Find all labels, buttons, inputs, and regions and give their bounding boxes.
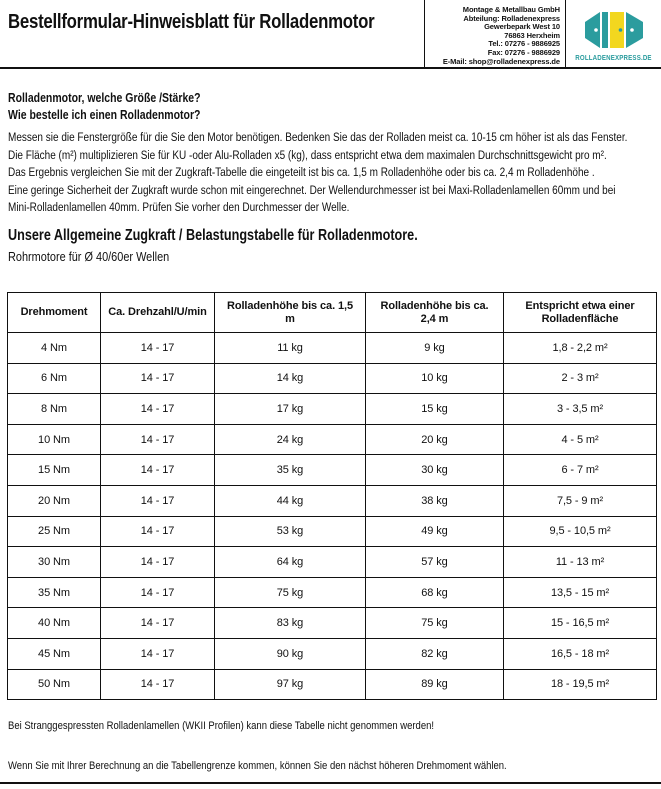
cell-hoehe-1-5m: 97 kg bbox=[215, 669, 366, 700]
cell-flaeche: 15 - 16,5 m² bbox=[504, 608, 657, 639]
cell-drehmoment: 8 Nm bbox=[8, 394, 101, 425]
cell-drehmoment: 50 Nm bbox=[8, 669, 101, 700]
cell-flaeche: 13,5 - 15 m² bbox=[504, 577, 657, 608]
cell-flaeche: 3 - 3,5 m² bbox=[504, 394, 657, 425]
company-city: 76863 Herxheim bbox=[504, 30, 560, 40]
cell-drehmoment: 35 Nm bbox=[8, 577, 101, 608]
company-logo bbox=[566, 0, 661, 67]
table-row bbox=[8, 608, 657, 639]
cell-hoehe-2-4m: 10 kg bbox=[366, 363, 504, 394]
cell-drehzahl: 14 - 17 bbox=[101, 577, 215, 608]
header-hoehe-2-4m: Rolladenhöhe bis ca. 2,4 m bbox=[366, 293, 504, 333]
cell-hoehe-2-4m: 68 kg bbox=[366, 577, 504, 608]
table-row bbox=[8, 455, 657, 486]
cell-hoehe-2-4m: 49 kg bbox=[366, 516, 504, 547]
table-row bbox=[8, 669, 657, 700]
cell-hoehe-2-4m: 30 kg bbox=[366, 455, 504, 486]
table-header-row bbox=[8, 293, 657, 333]
cell-drehzahl: 14 - 17 bbox=[101, 455, 215, 486]
page-title: Bestellformular-Hinweisblatt für Rolladenmotor bbox=[8, 11, 375, 33]
table-row bbox=[8, 394, 657, 425]
header-drehmoment: Drehmoment bbox=[8, 293, 101, 333]
paragraph-line: Das Ergebnis vergleichen Sie mit der Zugkraft-Tabelle die eingeteilt ist bis ca. 1,5 m Rolladenhöhe oder bis ca. 2,4 m Rolladenhöhe . bbox=[8, 165, 595, 180]
cell-hoehe-1-5m: 24 kg bbox=[215, 424, 366, 455]
cell-drehzahl: 14 - 17 bbox=[101, 424, 215, 455]
table-section-header bbox=[8, 227, 527, 264]
cell-drehmoment: 45 Nm bbox=[8, 638, 101, 669]
intro-question-2: Wie bestelle ich einen Rolladenmotor? bbox=[8, 107, 201, 122]
logo-wordmark: ROLLADENEXPRESS.DE bbox=[575, 53, 652, 62]
cell-hoehe-1-5m: 17 kg bbox=[215, 394, 366, 425]
cell-hoehe-2-4m: 9 kg bbox=[366, 333, 504, 364]
company-phone: Tel.: 07276 - 9886925 bbox=[488, 39, 560, 49]
logo-narrow-strip bbox=[602, 12, 608, 48]
paragraph-line: Messen sie die Fenstergröße für die Sie den Motor benötigen. Bedenken Sie das der Rolladen meist ca. 10-15 cm höher ist als das Fenster. bbox=[8, 130, 628, 144]
cell-hoehe-2-4m: 89 kg bbox=[366, 669, 504, 700]
cell-drehmoment: 20 Nm bbox=[8, 485, 101, 516]
cell-drehzahl: 14 - 17 bbox=[101, 669, 215, 700]
cell-drehzahl: 14 - 17 bbox=[101, 608, 215, 639]
cell-drehzahl: 14 - 17 bbox=[101, 394, 215, 425]
table-row bbox=[8, 333, 657, 364]
cell-flaeche: 9,5 - 10,5 m² bbox=[504, 516, 657, 547]
logo-dot-middle bbox=[618, 28, 622, 32]
logo-dot-right bbox=[630, 28, 634, 32]
cell-drehmoment: 4 Nm bbox=[8, 333, 101, 364]
table-body bbox=[8, 333, 657, 700]
cell-hoehe-2-4m: 75 kg bbox=[366, 608, 504, 639]
company-fax: Fax: 07276 - 9886929 bbox=[487, 47, 560, 57]
paragraph-line: Eine geringe Sicherheit der Zugkraft wurde schon mit eingerechnet. Der Wellendurchmesser ist bei Maxi-Rolladenlamellen 60mm und bei bbox=[8, 182, 616, 197]
cell-drehzahl: 14 - 17 bbox=[101, 638, 215, 669]
cell-drehzahl: 14 - 17 bbox=[101, 547, 215, 578]
cell-flaeche: 1,8 - 2,2 m² bbox=[504, 333, 657, 364]
cell-drehmoment: 15 Nm bbox=[8, 455, 101, 486]
header-flaeche: Entspricht etwa einer Rolladenfläche bbox=[504, 293, 657, 333]
cell-hoehe-1-5m: 83 kg bbox=[215, 608, 366, 639]
cell-hoehe-1-5m: 64 kg bbox=[215, 547, 366, 578]
note-next-torque: Wenn Sie mit Ihrer Berechnung an die Tabellengrenze kommen, können Sie den nächst höheren Drehmoment wählen. bbox=[8, 760, 507, 772]
cell-hoehe-1-5m: 35 kg bbox=[215, 455, 366, 486]
cell-drehzahl: 14 - 17 bbox=[101, 516, 215, 547]
company-address-block bbox=[424, 0, 566, 67]
cell-flaeche: 4 - 5 m² bbox=[504, 424, 657, 455]
section-subheading: Rohrmotore für Ø 40/60er Wellen bbox=[8, 249, 170, 264]
table-row bbox=[8, 638, 657, 669]
table-row bbox=[8, 424, 657, 455]
cell-drehmoment: 25 Nm bbox=[8, 516, 101, 547]
cell-hoehe-1-5m: 14 kg bbox=[215, 363, 366, 394]
intro-question-1: Rolladenmotor, welche Größe /Stärke? bbox=[8, 91, 201, 105]
logo-dot-left bbox=[594, 28, 598, 32]
footer-divider bbox=[0, 782, 661, 784]
cell-flaeche: 16,5 - 18 m² bbox=[504, 638, 657, 669]
table-row bbox=[8, 577, 657, 608]
company-street: Gewerbepark West 10 bbox=[484, 22, 560, 32]
cell-hoehe-2-4m: 15 kg bbox=[366, 394, 504, 425]
cell-hoehe-2-4m: 57 kg bbox=[366, 547, 504, 578]
table-row bbox=[8, 547, 657, 578]
company-department: Abteilung: Rolladenexpress bbox=[463, 13, 560, 23]
table-row bbox=[8, 516, 657, 547]
header-divider bbox=[0, 67, 661, 69]
cell-hoehe-2-4m: 82 kg bbox=[366, 638, 504, 669]
shutter-logo-icon bbox=[585, 10, 643, 50]
cell-hoehe-1-5m: 11 kg bbox=[215, 333, 366, 364]
cell-drehzahl: 14 - 17 bbox=[101, 363, 215, 394]
cell-drehmoment: 6 Nm bbox=[8, 363, 101, 394]
cell-flaeche: 18 - 19,5 m² bbox=[504, 669, 657, 700]
logo-right-panel bbox=[626, 12, 643, 48]
cell-flaeche: 6 - 7 m² bbox=[504, 455, 657, 486]
header-hoehe-1-5m: Rolladenhöhe bis ca. 1,5 m bbox=[215, 293, 366, 333]
cell-hoehe-1-5m: 44 kg bbox=[215, 485, 366, 516]
zugkraft-table bbox=[7, 292, 657, 700]
cell-flaeche: 7,5 - 9 m² bbox=[504, 485, 657, 516]
table-row bbox=[8, 363, 657, 394]
cell-drehzahl: 14 - 17 bbox=[101, 485, 215, 516]
cell-hoehe-1-5m: 90 kg bbox=[215, 638, 366, 669]
cell-drehmoment: 30 Nm bbox=[8, 547, 101, 578]
paragraph-line: Die Fläche (m²) multiplizieren Sie für KU -oder Alu-Rolladen x5 (kg), dass entspricht etwa dem maximalen Durchschnittsgewicht pro m². bbox=[8, 147, 607, 162]
note-wkii-profile: Bei Stranggespressten Rolladenlamellen (WKII Profilen) kann diese Tabelle nicht genommen werden! bbox=[8, 720, 435, 732]
cell-hoehe-1-5m: 75 kg bbox=[215, 577, 366, 608]
company-email: E-Mail: shop@rolladenexpress.de bbox=[442, 56, 560, 66]
cell-hoehe-2-4m: 38 kg bbox=[366, 485, 504, 516]
cell-flaeche: 2 - 3 m² bbox=[504, 363, 657, 394]
cell-hoehe-1-5m: 53 kg bbox=[215, 516, 366, 547]
table-row bbox=[8, 485, 657, 516]
intro-paragraph bbox=[8, 129, 661, 217]
cell-hoehe-2-4m: 20 kg bbox=[366, 424, 504, 455]
section-heading: Unsere Allgemeine Zugkraft / Belastungstabelle für Rolladenmotore. bbox=[8, 227, 418, 244]
company-name: Montage & Metallbau GmbH bbox=[462, 5, 560, 14]
intro-section bbox=[8, 90, 661, 217]
cell-drehmoment: 40 Nm bbox=[8, 608, 101, 639]
header-drehzahl: Ca. Drehzahl/U/min bbox=[101, 293, 215, 333]
cell-drehmoment: 10 Nm bbox=[8, 424, 101, 455]
paragraph-line: Mini-Rolladenlamellen 40mm. Prüfen Sie vorher den Durchmesser der Welle. bbox=[8, 200, 350, 215]
cell-drehzahl: 14 - 17 bbox=[101, 333, 215, 364]
cell-flaeche: 11 - 13 m² bbox=[504, 547, 657, 578]
